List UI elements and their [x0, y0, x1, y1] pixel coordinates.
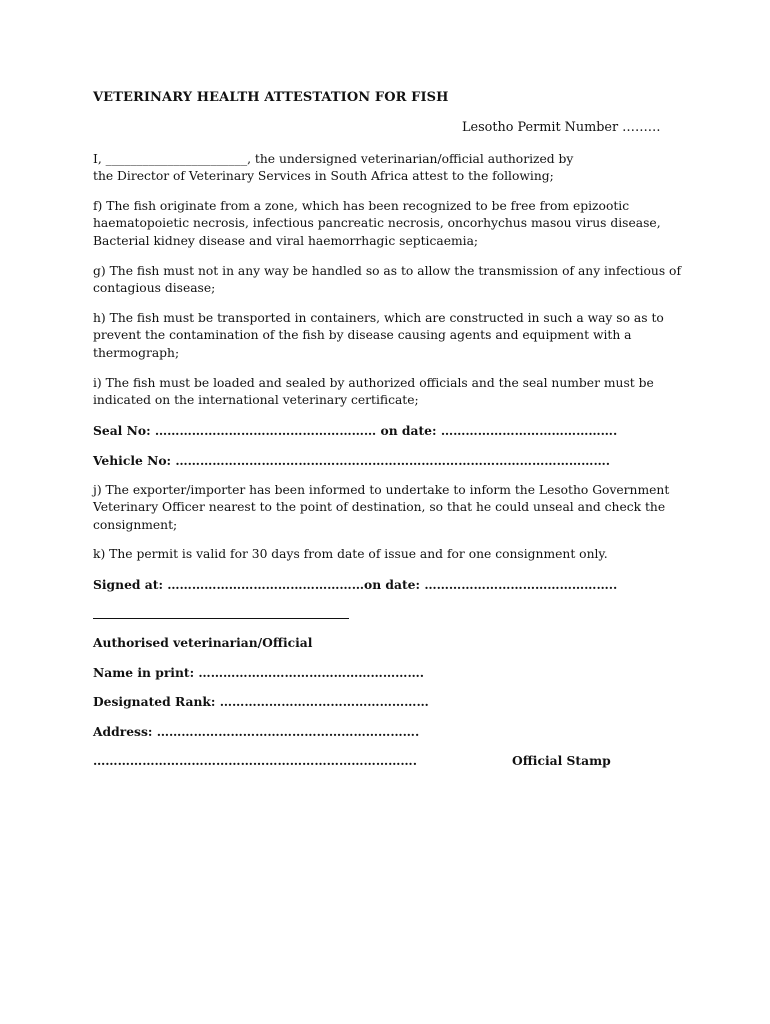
clause-g: g) The fish must not in any way be handled so as to allow the transmission of any infectious of contagious disease;: [93, 264, 681, 296]
signature-line: [93, 618, 349, 619]
authorised-official-label: Authorised veterinarian/Official: [93, 635, 313, 650]
intro-line-1: I, _______________________, the undersigned veterinarian/official authorized by: [93, 152, 574, 166]
official-stamp-label: Official Stamp: [512, 753, 611, 768]
clause-i: i) The fish must be loaded and sealed by authorized officials and the seal number must be indicated on the international veterinary certificate;: [93, 376, 654, 408]
name-in-print-field: Name in print: ……………………………………………….: [93, 665, 425, 680]
vehicle-number-field: Vehicle No: …………………………………………………………………………………………….: [93, 453, 611, 468]
permit-number: Lesotho Permit Number ………: [462, 120, 661, 135]
seal-number-field: Seal No: ……………………………………………… on date: …………………………………….: [93, 423, 618, 438]
address-field: Address: ……………………………………………………….: [93, 724, 420, 739]
clause-h: h) The fish must be transported in containers, which are constructed in such a way so as to prevent the contamination of the fish by disease causing agents and equipment with a thermograph;: [93, 311, 664, 360]
intro-line-2: the Director of Veterinary Services in South Africa attest to the following;: [93, 169, 554, 183]
signed-at-field: Signed at: …………………………………………on date: ………………………………………..: [93, 577, 618, 592]
address-continuation: …………………………………………………………………….: [93, 753, 417, 768]
clause-f: f) The fish originate from a zone, which has been recognized to be free from epizootic haematopoietic necrosis, infectious pancreatic necrosis, oncorhychus masou virus disease, Bacterial kidney disease and viral haemorrhagic septicaemia;: [93, 199, 661, 248]
clause-k: k) The permit is valid for 30 days from date of issue and for one consignment only.: [93, 547, 608, 561]
designated-rank-field: Designated Rank: ……………………………………………: [93, 694, 429, 709]
clause-j: j) The exporter/importer has been informed to undertake to inform the Lesotho Government Veterinary Officer nearest to the point of destination, so that he could unseal and check the consignment;: [93, 483, 670, 532]
document-title: VETERINARY HEALTH ATTESTATION FOR FISH: [93, 90, 449, 105]
